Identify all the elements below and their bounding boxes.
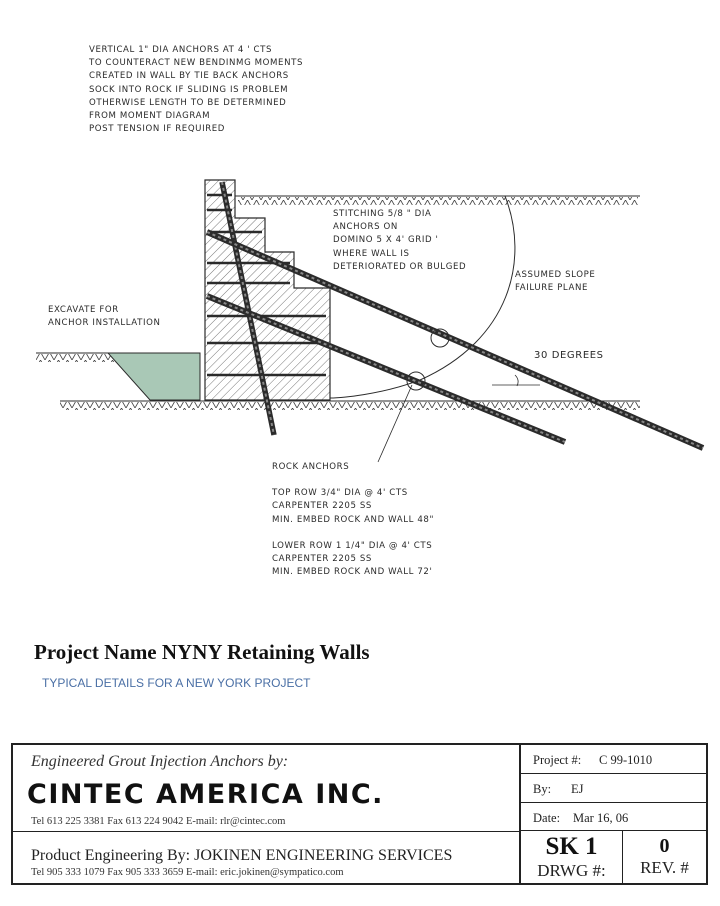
angle-label: 30 DEGREES bbox=[534, 350, 604, 361]
project-name: Project Name NYNY Retaining Walls bbox=[34, 640, 370, 664]
title-block-divider bbox=[13, 831, 519, 832]
date-value: Mar 16, 06 bbox=[573, 811, 629, 825]
title-block bbox=[11, 743, 708, 885]
drawing-number-label: DRWG #: bbox=[537, 861, 606, 880]
drawing-number-cell bbox=[521, 831, 623, 883]
slope-failure-note: ASSUMED SLOPE FAILURE PLANE bbox=[515, 270, 596, 294]
stitching-anchor-note: STITCHING 5/8 " DIA ANCHORS ON DOMINO 5 X 4' GRID ' WHERE WALL IS DETERIORATED OR BULGED bbox=[333, 209, 467, 272]
retaining-wall bbox=[205, 180, 330, 400]
rock-anchor-leader bbox=[378, 385, 412, 462]
rock-surface-line bbox=[60, 401, 640, 410]
drawing-number: SK 1 bbox=[545, 833, 598, 860]
project-number: C 99-1010 bbox=[599, 753, 653, 767]
excavate-note: EXCAVATE FOR ANCHOR INSTALLATION bbox=[48, 305, 161, 329]
revision-number: 0 bbox=[659, 835, 670, 857]
project-number-label: Project #: bbox=[533, 753, 582, 767]
by-row bbox=[521, 774, 706, 803]
excavation-area bbox=[108, 353, 200, 400]
company-name: CINTEC AMERICA INC. bbox=[27, 779, 384, 810]
product-engineering: Product Engineering By: JOKINEN ENGINEERING SERVICES bbox=[31, 847, 453, 864]
by-label: By: bbox=[533, 782, 552, 796]
revision-label: REV. # bbox=[640, 858, 689, 877]
title-block-company-section bbox=[13, 745, 521, 883]
project-subtitle: TYPICAL DETAILS FOR A NEW YORK PROJECT bbox=[42, 676, 311, 690]
vertical-anchor-note: VERTICAL 1" DIA ANCHORS AT 4 ' CTS TO COUNTERACT NEW BENDINMG MOMENTS CREATED IN WALL BY TIE BACK ANCHORS SOCK INTO ROCK IF SLIDING IS PROBLEM OTHERWISE LENGTH TO BE DETERMINED FROM MOMENT DIAGRAM POST TENSION IF REQUIRED bbox=[89, 45, 304, 135]
date-label: Date: bbox=[533, 811, 561, 825]
project-number-row bbox=[521, 745, 706, 774]
company-contact: Tel 613 225 3381 Fax 613 224 9042 E-mail: rlr@cintec.com bbox=[31, 816, 286, 827]
date-row bbox=[521, 803, 706, 831]
engineered-by-label: Engineered Grout Injection Anchors by: bbox=[31, 753, 289, 770]
rock-anchor-notes: ROCK ANCHORS TOP ROW 3/4" DIA @ 4' CTS CARPENTER 2205 SS MIN. EMBED ROCK AND WALL 48" LOWER ROW 1 1/4" DIA @ 4' CTS CARPENTER 2205 SS MIN. EMBED ROCK AND WALL 72' bbox=[272, 462, 435, 578]
product-contact: Tel 905 333 1079 Fax 905 333 3659 E-mail: eric.jokinen@sympatico.com bbox=[31, 867, 344, 878]
top-ground-line bbox=[235, 196, 640, 205]
by-value: EJ bbox=[571, 782, 584, 796]
revision-cell bbox=[623, 831, 706, 883]
angle-arc bbox=[515, 375, 518, 386]
